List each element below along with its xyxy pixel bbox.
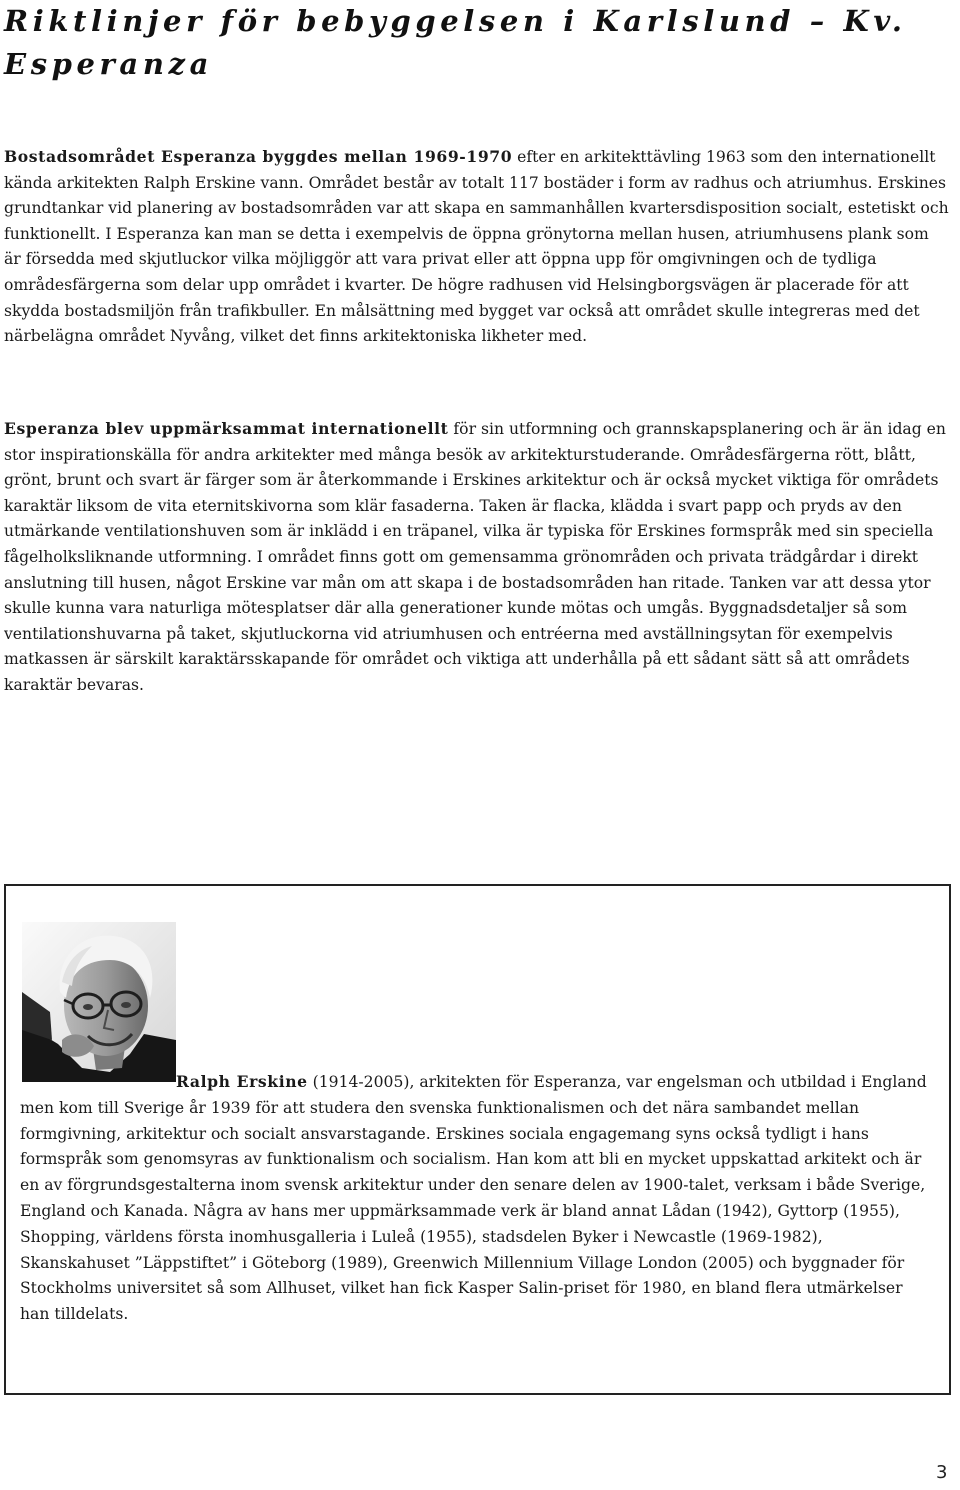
biography-box bbox=[4, 884, 951, 1395]
character-text: för sin utformning och grannskapsplanering och är än idag en stor inspirationskälla för andra arkitekter med många besök av arkitekturstuderande. Områdesfärgerna rött, blått, grönt, brunt och svart är färger som är återkommande i Erskines arkitektur och är också mycket viktiga för områdets karaktär liksom de vita eternitskivorna som klär fasaderna. Taken är flacka, klädda i svart papp och pryds av den utmärkande ventilationshuven som är inklädd i en träpanel, vilka är typiska för Erskines formspråk med sin speciella fågelholksliknande utformning. I området finns gott om gemensamma grönområden och privata trädgårdar i direkt anslutning till husen, något Erskine var mån om att skapa i de bostadsområden han ritade. Tanken var att dessa ytor skulle kunna vara naturliga mötesplatser där alla generationer kunde mötas och umgås. Byggnadsdetaljer så som ventilationshuvarna på taket, skjutluckorna vid atriumhusen och entréerna med avställningsytan för exempelvis matkassen är särskilt karaktärsskapande för området och viktiga att underhålla på ett sådant sätt så att områdets karaktär bevaras. bbox=[4, 420, 946, 694]
page-number: 3 bbox=[936, 1462, 948, 1483]
intro-lead: Bostadsområdet Esperanza byggdes mellan 1969-1970 bbox=[4, 147, 513, 166]
document-title: Riktlinjer för bebyggelsen i Karlslund – Kv. Esperanza bbox=[4, 4, 907, 81]
biography-text-block bbox=[20, 1069, 936, 1328]
intro-paragraph bbox=[4, 144, 950, 350]
ralph-erskine-portrait bbox=[22, 922, 176, 1082]
character-paragraph bbox=[4, 416, 950, 699]
biography-name: Ralph Erskine bbox=[176, 1072, 308, 1091]
intro-text: efter en arkitekttävling 1963 som den internationellt kända arkitekten Ralph Erskine vann. Området består av totalt 117 bostäder i form av radhus och atriumhus. Erskines grundtankar vid planering av bostadsområden var att skapa en sammanhållen kvartersdisposition socialt, estetiskt och funktionellt. I Esperanza kan man se detta i exempelvis de öppna grönytorna mellan husen, atriumhusens plank som är försedda med skjutluckor vilka möjliggör att vara privat eller att öppna upp för omgivningen och de tydliga områdesfärgerna som delar upp området i kvarter. De högre radhusen vid Helsingborgsvägen är placerade för att skydda bostadsmiljön från trafikbuller. En målsättning med bygget var också att området skulle integreras med det närbelägna området Nyvång, vilket det finns arkitektoniska likheter med. bbox=[4, 148, 949, 346]
character-lead: Esperanza blev uppmärksammat internationellt bbox=[4, 419, 449, 438]
biography-text: (1914-2005), arkitekten för Esperanza, var engelsman och utbildad i England men kom till Sverige år 1939 för att studera den svenska funktionalismen och det nära sambandet mellan formgivning, arkitektur och socialt ansvarstagande. Erskines sociala engagemang syns också tydligt i hans formspråk som genomsyras av funktionalism och socialism. Han kom att bli en mycket uppskattad arkitekt och är en av förgrundsgestalterna inom svensk arkitektur under den senare delen av 1900-talet, verksam i både Sverige, England och Kanada. Några av hans mer uppmärksammade verk är bland annat Lådan (1942), Gyttorp (1955), Shopping, världens första inomhusgalleria i Luleå (1955), stadsdelen Byker i Newcastle (1969-1982), Skanskahuset ”Läppstiftet” i Göteborg (1989), Greenwich Millennium Village London (2005) och byggnader för Stockholms universitet så som Allhuset, vilket han fick Kasper Salin-priset för 1980, en bland flera utmärkelser han tilldelats. bbox=[20, 1073, 927, 1324]
